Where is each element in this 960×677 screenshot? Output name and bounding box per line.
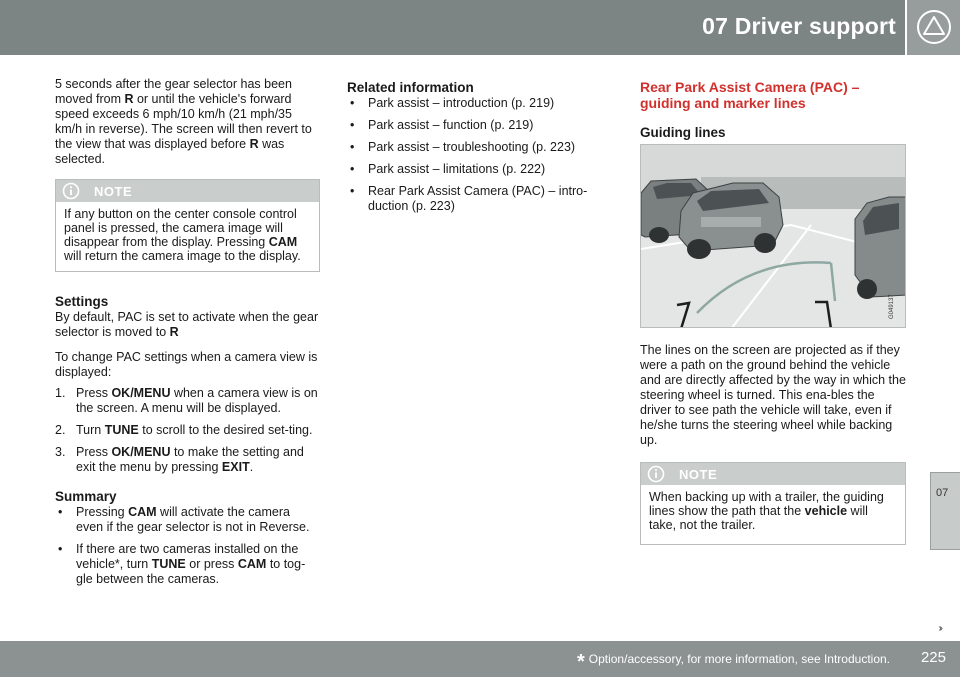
column-right [640,79,906,567]
summary-item: • Pressing CAM will activate the camera even if the gear selector is not in Reverse. [58,505,310,534]
settings-step: 1. Press OK/MENU when a camera view is on the screen. A menu will be displayed. [55,386,318,415]
note-label: NOTE [94,184,133,199]
parked-car-center [679,183,783,259]
related-link[interactable]: • Park assist – troubleshooting (p. 223) [350,140,576,154]
note-box-camera-button [55,179,320,272]
column-middle [347,80,597,221]
chapter-tab[interactable]: 07 [930,472,960,550]
intro-paragraph: 5 seconds after the gear selector has been moved from R or until the vehicle's forward speed exceeds 6 mph/10 km/h (21 mph/35 km/h in reverse). The screen will then revert to the view that was displayed before R was selected. [55,77,312,166]
footer-note: * Option/accessory, for more information, see Introduction. [576,651,890,673]
note-header [641,463,905,485]
summary-heading: Summary [55,489,117,504]
note-text: If any button on the center console control panel is pressed, the camera image will disappear from the display. Pressing CAM will return the camera image to the display. [64,207,301,263]
page-footer [0,641,960,677]
figure-code: G049137 [889,294,895,319]
related-link[interactable]: • Park assist – introduction (p. 219) [350,96,555,110]
guiding-lines-illustration [640,144,906,328]
guiding-lines-body: The lines on the screen are projected as if they were a path on the ground behind the vehicle and are directly affected by the way in which the steering wheel is turned. This ena-bles the driver to see path the vehicle will take, even if he/she turns the steering wheel while backing up. [640,343,906,447]
note-header [56,180,319,202]
guiding-lines-heading: Guiding lines [640,125,726,140]
settings-heading: Settings [55,294,109,309]
info-icon [62,182,80,200]
summary-item: • If there are two cameras installed on the vehicle*, turn TUNE or press CAM to tog-gle between the cameras. [58,542,306,586]
page-number: 225 [920,649,946,666]
section-title: Rear Park Assist Camera (PAC) – guiding and marker lines [640,79,860,111]
settings-change-paragraph: To change PAC settings when a camera view is displayed: [55,350,318,379]
summary-list [55,505,320,587]
note-label: NOTE [679,467,718,482]
settings-step: 3. Press OK/MENU to make the setting and exit the menu by pressing EXIT. [55,445,304,474]
asterisk-icon: * [576,651,585,673]
column-left [55,77,320,594]
note-text: When backing up with a trailer, the guiding lines show the path that the vehicle will take, not the trailer. [649,490,884,532]
settings-default-paragraph: By default, PAC is set to activate when the gear selector is moved to R [55,310,319,339]
related-link[interactable]: • Rear Park Assist Camera (PAC) – intro-duction (p. 223) [350,184,588,213]
settings-step: 2. Turn TUNE to scroll to the desired set-ting. [55,423,313,437]
parking-camera-image [641,145,906,328]
page-header [0,0,960,55]
related-info-heading: Related information [347,80,474,95]
note-box-trailer [640,462,906,545]
next-page-arrows[interactable]: ›› [938,623,941,634]
header-icon-box [905,0,960,55]
info-icon [647,465,665,483]
chapter-title: 07 Driver support [702,13,896,39]
related-info-list [347,96,597,214]
related-link[interactable]: • Park assist – function (p. 219) [350,118,534,132]
settings-steps-list [55,386,320,475]
parked-car-right [855,197,906,299]
warning-triangle-icon [916,9,952,45]
related-link[interactable]: • Park assist – limitations (p. 222) [350,162,546,176]
